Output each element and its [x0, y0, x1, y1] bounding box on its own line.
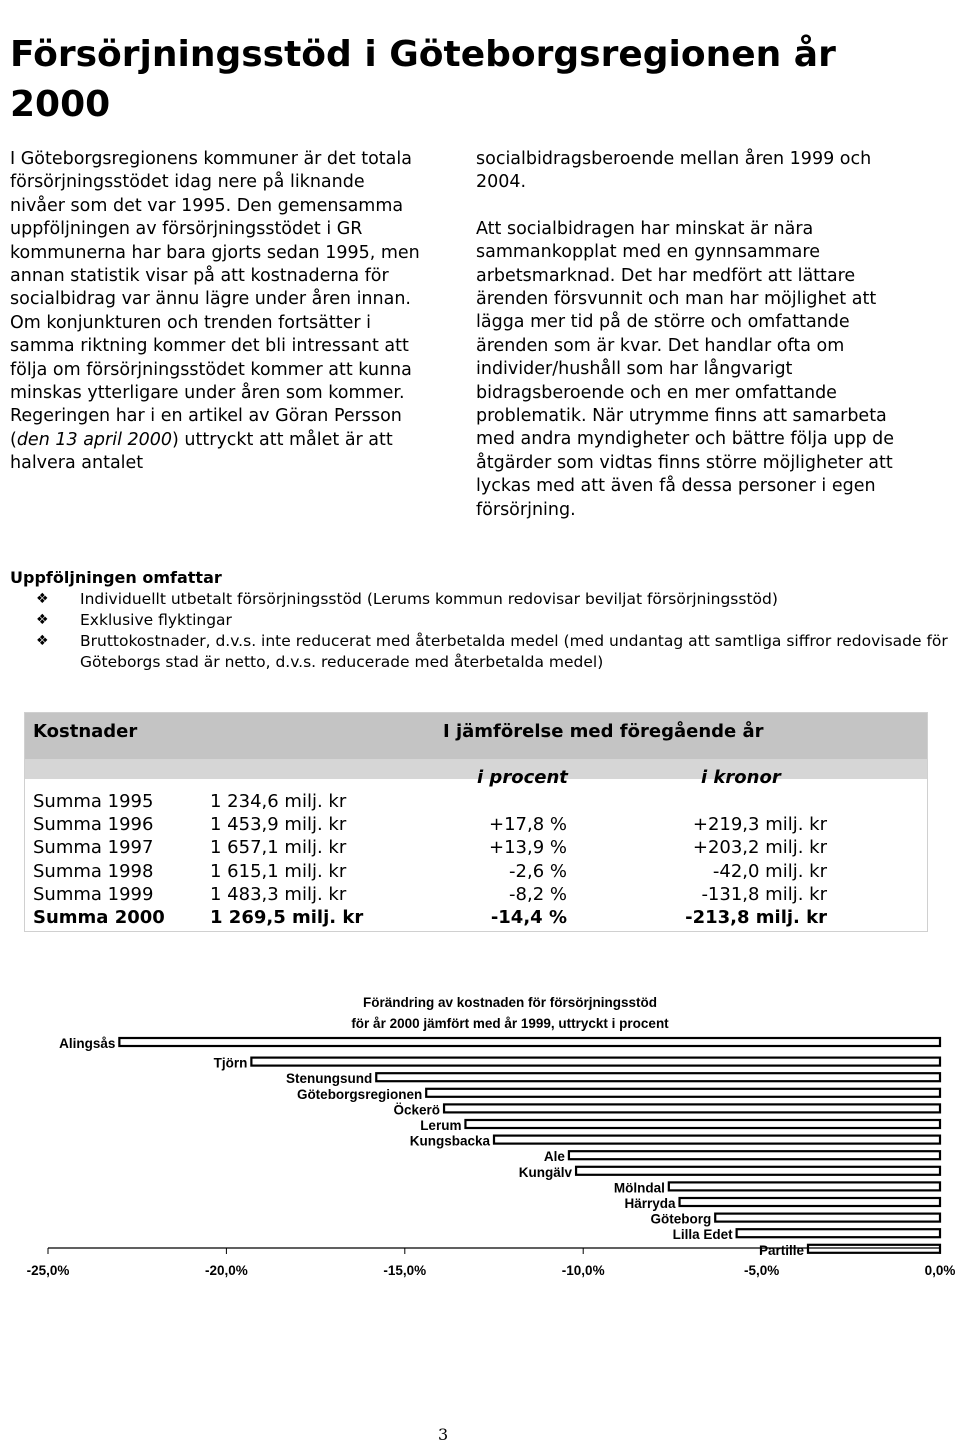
chart-title-line-2: för år 2000 jämfört med år 1999, uttryckt i procent	[351, 1016, 669, 1031]
table-row-amount: 1 453,9 milj. kr	[210, 814, 347, 836]
chart-x-tick-label: -20,0%	[205, 1263, 248, 1278]
chart-bar-label: Mölndal	[613, 1180, 665, 1196]
table-row-percent: -14,4 %	[490, 907, 567, 928]
diamond-bullet-icon: ❖	[36, 591, 49, 607]
chart-bar	[715, 1214, 940, 1222]
chart-title-line-1: Förändring av kostnaden för försörjningsstöd	[362, 995, 658, 1010]
table-row-label: Summa 1999	[33, 883, 154, 905]
change-chart-svg	[0, 980, 960, 1280]
chart-bar	[576, 1167, 940, 1175]
chart-bar-label: Alingsås	[59, 1036, 116, 1051]
scope-heading: Uppföljningen omfattar	[10, 568, 222, 587]
table-row-percent: +13,9 %	[489, 837, 567, 859]
table-row-kronor: +219,3 milj. kr	[692, 814, 827, 836]
chart-bar	[376, 1073, 940, 1081]
intro-date: den 13 april 2000	[16, 429, 173, 450]
chart-bar	[465, 1120, 940, 1128]
chart-bar	[444, 1104, 940, 1112]
table-row-label: Summa 1997	[33, 837, 154, 859]
page-number: 3	[438, 1425, 449, 1444]
table-row-amount: 1 269,5 milj. kr	[210, 907, 364, 928]
list-item	[10, 589, 950, 610]
table-row-amount: 1 483,3 milj. kr	[210, 883, 347, 905]
table-row-label: Summa 1995	[33, 791, 154, 812]
table-row-percent: -2,6 %	[509, 860, 567, 882]
cost-table	[24, 712, 928, 932]
table-row-percent: -8,2 %	[509, 883, 567, 905]
table-row-label: Summa 1998	[33, 860, 154, 882]
chart-bar-label: Göteborg	[650, 1211, 712, 1227]
table-row-kronor: -213,8 milj. kr	[685, 907, 827, 928]
chart-x-tick-label: -25,0%	[26, 1263, 70, 1278]
chart-bar	[680, 1198, 940, 1206]
diamond-bullet-icon: ❖	[36, 633, 49, 649]
diamond-bullet-icon: ❖	[36, 612, 49, 628]
chart-bar-label: Lilla Edet	[672, 1227, 733, 1243]
table-row-amount: 1 615,1 milj. kr	[210, 860, 347, 882]
chart-bar-label: Kungsbacka	[409, 1133, 490, 1149]
table-header-comparison: I jämförelse med föregående år	[443, 721, 764, 742]
table-subheader-percent: i procent	[477, 767, 568, 788]
chart-bar-label: Ale	[543, 1149, 565, 1165]
chart-bar-label: Lerum	[420, 1118, 462, 1133]
intro-right-column	[476, 148, 921, 522]
chart-bar-label: Tjörn	[213, 1055, 248, 1071]
scope-section	[10, 567, 950, 673]
chart-bar-label: Göteborgsregionen	[296, 1086, 423, 1102]
scope-item-text: Individuellt utbetalt försörjningsstöd (Lerums kommun redovisar beviljat försörjningsstöd)	[80, 590, 778, 608]
chart-bar-label: Partille	[758, 1242, 804, 1258]
table-subheader-band	[25, 759, 927, 779]
page-title: Försörjningsstöd i Göteborgsregionen år 2000	[10, 34, 836, 125]
chart-bar	[669, 1182, 940, 1190]
chart-x-tick-label: 0,0%	[924, 1263, 956, 1278]
table-row-amount: 1 657,1 milj. kr	[210, 837, 347, 859]
chart-bar-label: Härryda	[624, 1196, 676, 1211]
intro-text-end: ) uttryckt att målet är att halvera antalet	[10, 429, 393, 474]
list-item	[10, 631, 950, 673]
table-subheader-kronor: i kronor	[701, 767, 781, 788]
chart-bar	[426, 1089, 940, 1097]
intro-text: I Göteborgsregionens kommuner är det totala försörjningsstödet idag nere på liknande nivåer som det var 1995. Den gemensamma uppföljningen av försörjningsstödet i GR kommunerna har bara gjorts sedan 1995, men annan statistik visar på att kostnaderna för socialbidrag var ännu lägre under åren innan. Om konjunkturen och trenden fortsätter i samma riktning kommer det bli intressant att följa om försörjningsstödet kommer att kunna minskas ytterligare under åren som kommer. Regeringen har i en artikel av Göran Persson (	[10, 149, 420, 450]
list-item	[10, 610, 950, 631]
chart-x-tick-label: -15,0%	[383, 1263, 427, 1278]
scope-list	[10, 589, 950, 673]
table-row-label: Summa 2000	[33, 907, 165, 928]
chart-bar	[808, 1245, 940, 1253]
chart-bar	[737, 1229, 940, 1237]
chart-bar-label: Kungälv	[518, 1164, 573, 1180]
change-chart	[0, 980, 960, 1280]
chart-bar-label: Stenungsund	[286, 1071, 373, 1087]
table-row-percent: +17,8 %	[489, 814, 567, 836]
chart-bar	[251, 1058, 940, 1066]
intro-right-paragraph-1: socialbidragsberoende mellan åren 1999 och 2004.	[476, 149, 872, 193]
intro-paragraph	[10, 148, 422, 476]
table-row-label: Summa 1996	[33, 814, 154, 836]
chart-bar	[119, 1038, 940, 1046]
intro-left-column	[10, 148, 422, 476]
chart-bar-label: Öckerö	[393, 1102, 441, 1118]
scope-item-text: Exklusive flyktingar	[80, 611, 232, 629]
table-row-kronor: -131,8 milj. kr	[701, 883, 827, 905]
table-row-kronor: +203,2 milj. kr	[692, 837, 827, 859]
table-header-costs: Kostnader	[33, 721, 138, 742]
scope-item-text: Bruttokostnader, d.v.s. inte reducerat med återbetalda medel (med undantag att samtliga siffror redovisade för Göteborgs stad är netto, d.v.s. reducerade med återbetalda medel)	[80, 632, 948, 671]
table-row-amount: 1 234,6 milj. kr	[210, 791, 347, 812]
chart-bar	[569, 1151, 940, 1159]
table-row-kronor: -42,0 milj. kr	[712, 860, 827, 882]
intro-right-paragraph-2: Att socialbidragen har minskat är nära sammankopplat med en gynnsammare arbetsmarknad. Det har medfört att lättare ärenden försvunnit och man har möjlighet att lägga mer tid på de större och omfattande ärenden som är kvar. Det handlar ofta om individer/hushåll som har långvarigt bidragsberoende och en mer omfattande problematik. När utrymme finns att samarbeta med andra myndigheter och bättre följa upp de åtgärder som vidtas finns större möjligheter att lyckas med att även få dessa personer i egen försörjning.	[476, 218, 895, 520]
chart-x-tick-label: -10,0%	[561, 1263, 605, 1278]
chart-x-tick-label: -5,0%	[743, 1263, 780, 1278]
chart-bar	[494, 1136, 940, 1144]
